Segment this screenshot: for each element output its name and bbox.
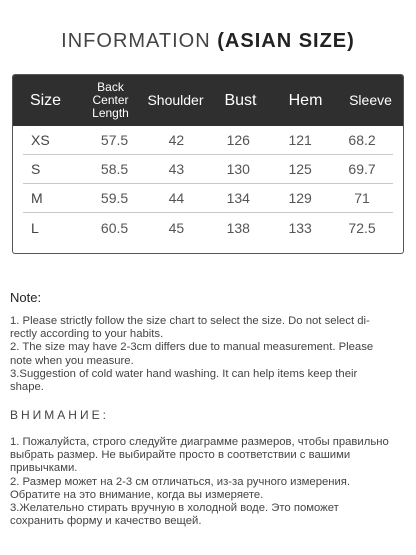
header-size: Size [29,92,62,109]
table-row [23,213,393,242]
cell-size: M [31,190,43,206]
note-line: shape. [10,381,44,394]
cell-shoulder: 45 [168,219,185,236]
cell-bust: 138 [226,219,250,236]
cell-size: XS [31,132,50,148]
note-line: 2. Размер может на 2-3 см отличаться, из-за ручного измерения. [10,475,351,488]
table-row [23,155,393,184]
cell-bust: 130 [226,161,250,177]
note-line: 3.Suggestion of cold water hand washing. It can help items keep their [10,367,358,380]
note-line: 1. Please strictly follow the size chart to select the size. Do not select di- [10,315,370,327]
cell-sleeve: 68.2 [348,132,376,148]
header-bust: Bust [224,92,257,109]
cell-hem: 133 [288,219,312,236]
cell-back-length: 59.5 [100,190,129,206]
title-light: INFORMATION [61,30,211,52]
cell-shoulder: 44 [168,190,185,206]
table-body [13,126,403,242]
cell-size: L [31,219,39,236]
header-back-line1: Back Center [92,80,129,107]
header-sleeve: Sleeve [349,92,392,108]
note-line: 2. The size may have 2-3cm differs due to manual measurement. Please [10,341,374,354]
header-back-center-length [78,81,143,120]
note-line: привычками. [10,462,78,475]
page-title [0,30,416,53]
cell-hem: 121 [288,132,312,148]
note-line: сохранить форму и качество вещей. [10,515,202,528]
cell-hem: 125 [288,161,312,177]
table-header [13,75,403,126]
cell-bust: 126 [226,132,250,148]
cell-back-length: 57.5 [100,132,129,148]
note-line: rectly according to your habits. [10,328,164,341]
cell-hem: 129 [288,190,312,206]
cell-sleeve: 71 [354,190,370,206]
note-title: Note: [10,290,42,305]
table-row [23,184,393,213]
russian-note-title: ВНИМАНИЕ: [10,408,109,422]
cell-shoulder: 43 [168,161,185,177]
note-line: выбрать размер. Не выбирайте просто в соответствии с вашими [10,449,351,462]
notes-english [10,315,406,394]
note-line: 3.Желательно стирать вручную в холодной воде. Это поможет [10,502,339,515]
cell-bust: 134 [226,190,250,206]
note-line: note when you measure. [10,354,134,367]
header-shoulder: Shoulder [147,92,204,108]
notes-russian [10,436,406,528]
note-line: Обратите на это внимание, когда вы измеряете. [10,488,264,501]
cell-shoulder: 42 [168,132,185,148]
cell-back-length: 60.5 [100,219,129,236]
cell-sleeve: 69.7 [348,161,376,177]
cell-back-length: 58.5 [100,161,129,177]
title-bold: (ASIAN SIZE) [217,30,355,52]
header-hem: Hem [288,92,323,109]
cell-size: S [31,161,41,177]
cell-sleeve: 72.5 [348,219,376,236]
header-back-line2: Length [92,106,129,120]
size-table [12,74,404,254]
table-row [23,126,393,155]
note-line: 1. Пожалуйста, строго следуйте диаграмме размеров, чтобы правильно [10,436,389,448]
